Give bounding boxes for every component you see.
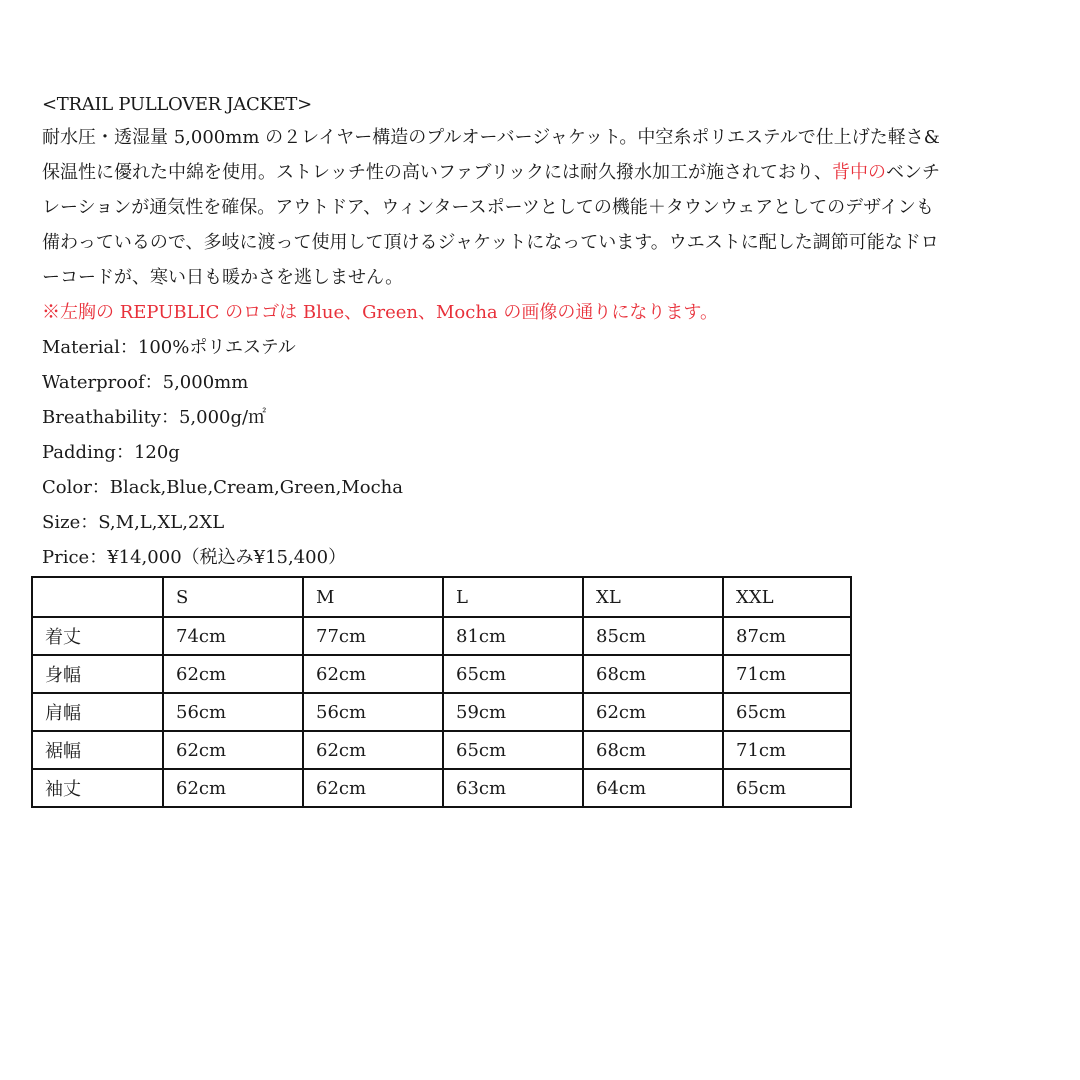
spec-line: Size：S,M,L,XL,2XL	[42, 512, 225, 533]
size-header-cell: M	[303, 577, 443, 617]
measurement-value-cell: 62cm	[303, 731, 443, 769]
description-line	[42, 120, 1062, 155]
spec-line: Price：¥14,000（税込み¥15,400）	[42, 547, 347, 568]
spec-line: Material：100%ポリエステル	[42, 337, 296, 358]
measurement-value-cell: 62cm	[163, 769, 303, 807]
measurement-value-cell: 71cm	[723, 655, 851, 693]
measurement-value-cell: 62cm	[583, 693, 723, 731]
description-text: レーションが通気性を確保。アウトドア、ウィンタースポーツとしての機能＋タウンウェアとしてのデザインも	[42, 197, 934, 218]
size-header-cell	[32, 577, 163, 617]
measurement-value-cell: 68cm	[583, 655, 723, 693]
description-text: ベンチ	[886, 162, 941, 183]
description-text: ーコードが、寒い日も暖かさを逃しません。	[42, 267, 404, 288]
description-text: 耐水圧・透湿量 5,000mm の２レイヤー構造のプルオーバージャケット。中空糸ポリエステルで仕上げた軽さ&	[42, 127, 940, 148]
product-title: <TRAIL PULLOVER JACKET>	[42, 94, 312, 115]
measurement-value-cell: 81cm	[443, 617, 583, 655]
description-text: 保温性に優れた中綿を使用。ストレッチ性の高いファブリックには耐久撥水加工が施されており、	[42, 162, 833, 183]
measurement-value-cell: 62cm	[303, 655, 443, 693]
spec-list	[42, 330, 1062, 575]
spec-line: Waterproof：5,000mm	[42, 372, 249, 393]
measurement-value-cell: 68cm	[583, 731, 723, 769]
measurement-value-cell: 63cm	[443, 769, 583, 807]
measurement-value-cell: 65cm	[723, 693, 851, 731]
description-line	[42, 225, 1062, 260]
highlight-text: 背中の	[832, 162, 887, 183]
measurement-value-cell: 71cm	[723, 731, 851, 769]
size-header-cell: L	[443, 577, 583, 617]
description-body	[42, 120, 1062, 295]
table-row	[32, 731, 851, 769]
spec-line: Breathability：5,000g/㎡	[42, 407, 267, 428]
table-row	[32, 617, 851, 655]
logo-note: ※左胸の REPUBLIC のロゴは Blue、Green、Mocha の画像の通りになります。	[42, 302, 718, 323]
size-header-cell: S	[163, 577, 303, 617]
measurement-label-cell: 身幅	[32, 655, 163, 693]
size-header-cell: XL	[583, 577, 723, 617]
description-line	[42, 260, 1062, 295]
measurement-value-cell: 56cm	[163, 693, 303, 731]
measurement-label-cell: 袖丈	[32, 769, 163, 807]
description-line	[42, 190, 1062, 225]
size-header-cell: XXL	[723, 577, 851, 617]
measurement-value-cell: 62cm	[303, 769, 443, 807]
spec-line: Padding：120g	[42, 442, 180, 463]
table-row	[32, 655, 851, 693]
measurement-value-cell: 85cm	[583, 617, 723, 655]
measurement-value-cell: 77cm	[303, 617, 443, 655]
measurement-value-cell: 87cm	[723, 617, 851, 655]
size-table	[31, 576, 852, 808]
measurement-value-cell: 62cm	[163, 655, 303, 693]
table-row	[32, 693, 851, 731]
table-header-row	[32, 577, 851, 617]
measurement-value-cell: 59cm	[443, 693, 583, 731]
measurement-value-cell: 64cm	[583, 769, 723, 807]
measurement-value-cell: 65cm	[443, 655, 583, 693]
measurement-value-cell: 56cm	[303, 693, 443, 731]
measurement-value-cell: 65cm	[723, 769, 851, 807]
measurement-label-cell: 着丈	[32, 617, 163, 655]
spec-line: Color：Black,Blue,Cream,Green,Mocha	[42, 477, 404, 498]
description-text: 備わっているので、多岐に渡って使用して頂けるジャケットになっています。ウエストに配した調節可能なドロ	[42, 232, 939, 253]
description-line	[42, 155, 1062, 190]
measurement-value-cell: 65cm	[443, 731, 583, 769]
table-row	[32, 769, 851, 807]
product-description	[42, 90, 1062, 575]
measurement-value-cell: 62cm	[163, 731, 303, 769]
measurement-value-cell: 74cm	[163, 617, 303, 655]
measurement-label-cell: 肩幅	[32, 693, 163, 731]
measurement-label-cell: 裾幅	[32, 731, 163, 769]
